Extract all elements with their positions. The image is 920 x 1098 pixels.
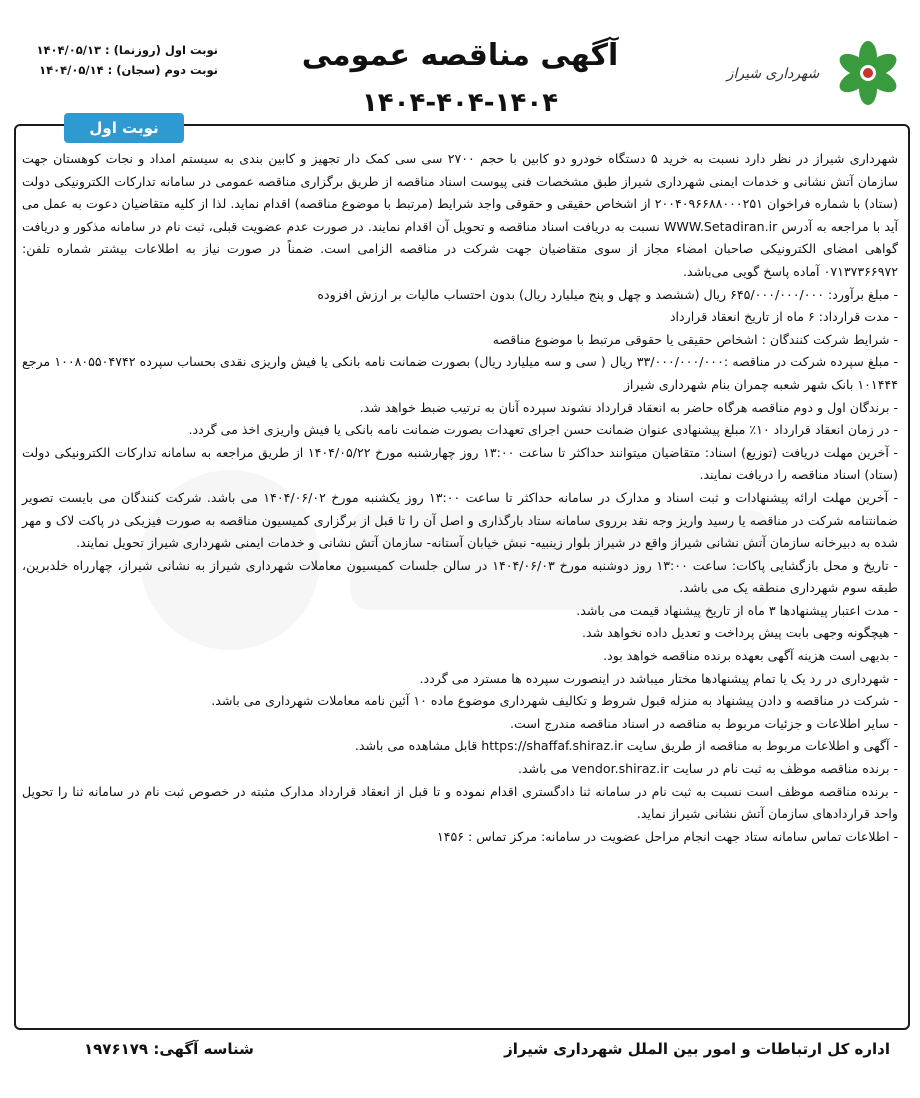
date-second-publication: نوبت دوم (سجان) : ۱۴۰۴/۰۵/۱۴ <box>39 63 218 77</box>
logo-text: شهرداری شیراز <box>726 66 820 82</box>
paragraph-forfeit: - برندگان اول و دوم مناقصه هرگاه حاضر به انعقاد قرارداد نشوند سپرده آنان به ترتیب ضبط خواهد شد. <box>359 399 898 415</box>
paragraph-submission-deadline: - آخرین مهلت ارائه پیشنهادات و ثبت اسناد و مدارک در سامانه حداکثر تا ساعت ۱۳:۰۰ روز یکشنبه مورخ ۱۴۰۴/۰۶/۰۲ می باشد. شرکت کنندگان می بایست تصویر ضمانتنامه شرکت در مناقصه یا رسید واریز وجه نقد برروی سامانه ستاد بارگذاری و اصل آن را تا قبل از برگزاری کمیسیون مناقصه به صورت فیزیکی در پاکت لاک و مهر شده به دبیرخانه سازمان آتش نشانی شیراز واقع در شیراز بلوار زینبیه- نبش خیابان آستانه- سازمان آتش نشانی و خدمات ایمنی شهرداری شیراز تحویل نمایند. <box>22 489 898 551</box>
paragraph-other-info: - سایر اطلاعات و جزئیات مربوط به مناقصه در اسناد مناقصه مندرج است. <box>509 715 898 731</box>
paragraph-opening: - تاریخ و محل بازگشایی پاکات: ساعت ۱۳:۰۰ روز دوشنبه مورخ ۱۴۰۴/۰۶/۰۳ در سالن جلسات کمیسیون معاملات شهرداری شیراز به نشانی شیراز، چهارراه خلدبرین، طبقه سوم شهرداری منطقه یک می باشد. <box>22 557 898 596</box>
paragraph-acceptance: - شرکت در مناقصه و دادن پیشنهاد به منزله قبول شروط و تکالیف شهرداری موضوع ماده ۱۰ آئین نامه معاملات شهرداری می باشد. <box>211 693 898 709</box>
paragraph-ad-cost: - بدیهی است هزینه آگهی بعهده برنده مناقصه خواهد بود. <box>603 648 898 664</box>
paragraph-website: - آگهی و اطلاعات مربوط به مناقصه از طریق سایت https://shaffaf.shiraz.ir قابل مشاهده می باشد. <box>354 738 898 754</box>
issuing-office: اداره کل ارتباطات و امور بین الملل شهرداری شیراز <box>504 1040 890 1058</box>
paragraph-contact: - اطلاعات تماس سامانه ستاد جهت انجام مراحل عضویت در سامانه: مرکز تماس : ۱۴۵۶ <box>436 828 898 844</box>
paragraph-guarantee: - در زمان انعقاد قرارداد ۱۰٪ مبلغ پیشنهادی عنوان ضمانت حسن اجرای تعهدات بصورت ضمانت نامه بانکی یا فیش واریزی اخذ می گردد. <box>188 422 898 438</box>
paragraph-eligibility: - شرایط شرکت کنندگان : اشخاص حقیقی یا حقوقی مرتبط با موضوع مناقصه <box>492 331 898 347</box>
paragraph-sana: - برنده مناقصه موظف است نسبت به ثبت نام در سامانه ثنا دادگستری اقدام نموده و تا قبل از انعقاد قرارداد مدارک مثبته در خصوص ثبت نام در سامانه ثنا را تحویل واحد قراردادهای سازمان آتش نشانی شیراز نماید. <box>22 783 898 822</box>
paragraph-vendor: - برنده مناقصه موظف به ثبت نام در سایت vendor.shiraz.ir می باشد. <box>517 761 898 777</box>
paragraph-duration: - مدت قرارداد: ۶ ماه از تاریخ انعقاد قرارداد <box>669 309 898 325</box>
date-first-publication: نوبت اول (روزنما) : ۱۴۰۴/۰۵/۱۳ <box>36 43 218 57</box>
tender-number: ۱۴۰۴-۴۰۴-۱۴۰۴ <box>361 88 559 118</box>
paragraph-rejection: - شهرداری در رد یک یا تمام پیشنهادها مختار میباشد در اینصورت سپرده ها مسترد می گردد. <box>419 670 898 686</box>
paragraph-validity: - مدت اعتبار پیشنهادها ۳ ماه از تاریخ پیشنهاد قیمت می باشد. <box>576 602 898 618</box>
paragraph-intro: شهرداری شیراز در نظر دارد نسبت به خرید ۵ دستگاه خودرو دو کابین با حجم ۲۷۰۰ سی سی کمک دار تجهیز و کابین بندی به سیستم امداد و نجات کوهستان جهت سازمان آتش نشانی و خدمات ایمنی شهرداری شیراز طبق مشخصات فنی پیوست اسناد مناقصه از طریق برگزاری مناقصه عمومی در سامانه تدارکات الکترونیکی دولت (ستاد) با شماره فراخوان ۲۰۰۴۰۹۶۶۸۸۰۰۰۲۵۱ از اشخاص حقیقی و حقوقی واجد شرایط (مرتبط با موضوع مناقصه) اقدام نماید. لذا از کلیه متقاضیان دعوت به عمل می آید با مراجعه به آدرس WWW.Setadiran.ir نسبت به دریافت اسناد مناقصه و تحویل آن اقدام نمایند. در صورت عدم عضویت قبلی، ثبت نام در سامانه مذکور و دریافت گواهی امضای الکترونیکی صاحبان امضاء مجاز از سوی متقاضیان جهت شرکت در مناقصه الزامی است. ضمناً در صورت نیاز به اطلاعات بیشتر شماره تلفن: ۰۷۱۳۷۳۶۶۹۷۲ آماده پاسخ گویی می‌باشد. <box>22 151 898 279</box>
page-title: آگهی مناقصه عمومی <box>301 38 619 73</box>
paragraph-document-deadline: - آخرین مهلت دریافت (توزیع) اسناد: متقاضیان میتوانند حداکثر تا ساعت ۱۳:۰۰ روز چهارشنبه مورخ ۱۴۰۴/۰۵/۲۲ از طریق مراجعه به سامانه تدارکات الکترونیکی دولت (ستاد) اسناد مناقصه را دریافت نمایند. <box>22 444 898 483</box>
paragraph-no-prepayment: - هیچگونه وجهی بابت پیش پرداخت و تعدیل داده نخواهد شد. <box>581 625 898 641</box>
paragraph-estimate: - مبلغ برآورد: ۶۴۵/۰۰۰/۰۰۰/۰۰۰ ریال (ششصد و چهل و پنج میلیارد ریال) بدون احتساب مالیات بر ارزش افزوده <box>317 286 898 302</box>
paragraph-deposit: - مبلغ سپرده شرکت در مناقصه :۳۳/۰۰۰/۰۰۰/۰۰۰ ریال ( سی و سه میلیارد ریال) بصورت ضمانت نامه بانکی یا فیش واریزی نقدی بحساب سپرده ۱۰۰۸۰۵۵۰۴۷۴۲ مرجع ۱۰۱۴۴۴ بانک شهر شعبه چمران بنام شهرداری شیراز <box>22 354 898 392</box>
publication-dates <box>18 40 218 80</box>
notice-body <box>22 148 898 848</box>
flower-logo-icon <box>828 38 908 108</box>
round-badge: نوبت اول <box>64 113 184 143</box>
shiraz-municipality-logo <box>718 38 908 108</box>
ad-identifier: شناسه آگهی: ۱۹۷۶۱۷۹ <box>84 1040 254 1058</box>
